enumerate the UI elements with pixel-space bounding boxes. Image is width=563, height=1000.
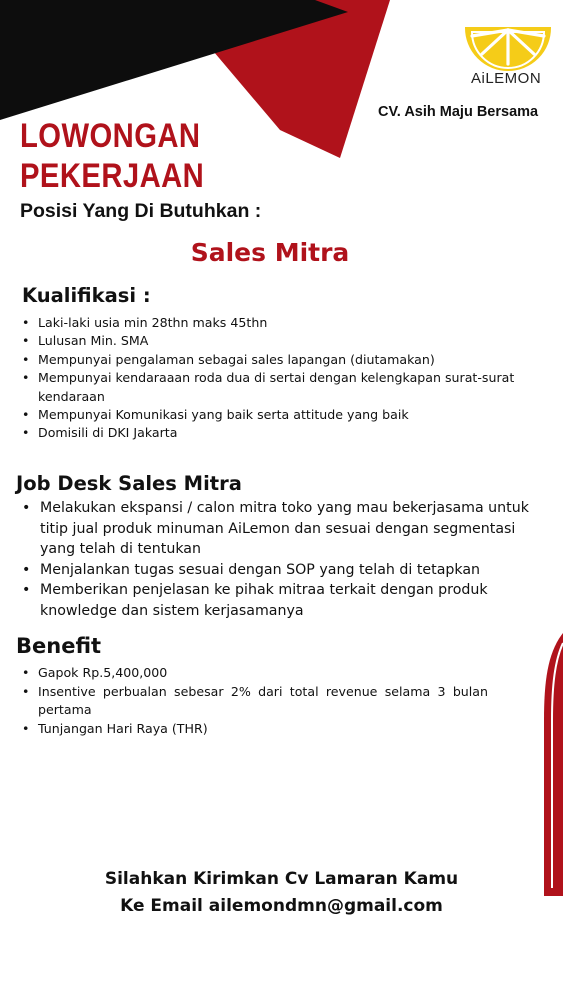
bullet-icon: • <box>22 561 31 578</box>
bullet-icon: • <box>22 370 30 386</box>
list-item: • Melakukan ekspansi / calon mitra toko yang mau bekerjasama untuk titip jual produk minuman AiLemon dan sesuai dengan segmentasi yang telah di tentukan <box>22 500 529 557</box>
bullet-icon: • <box>22 407 30 423</box>
list-item: • Menjalankan tugas sesuai dengan SOP yang telah di tetapkan <box>40 560 530 581</box>
cta-email-line: Ke Email ailemondmn@gmail.com <box>120 896 443 916</box>
list-item: • Tunjangan Hari Raya (THR) <box>38 720 488 739</box>
red-arch-shape <box>544 633 563 896</box>
list-item: • Mempunyai Komunikasi yang baik serta attitude yang baik <box>38 406 528 424</box>
call-to-action <box>0 866 563 920</box>
list-item: • Mempunyai pengalaman sebagai sales lapangan (diutamakan) <box>38 351 528 369</box>
bullet-icon: • <box>22 425 30 441</box>
cta-line-1: Silahkan Kirimkan Cv Lamaran Kamu <box>104 869 459 889</box>
job-desk-list <box>22 498 530 621</box>
company-name: CV. Asih Maju Bersama <box>378 104 539 120</box>
job-desk-heading: Job Desk Sales Mitra <box>16 472 242 495</box>
title-line-2: PEKERJAAN <box>20 157 205 195</box>
list-item: • Gapok Rp.5,400,000 <box>38 664 488 683</box>
bullet-icon: • <box>22 665 30 680</box>
list-item: • Lulusan Min. SMA <box>38 332 528 350</box>
bullet-icon: • <box>22 333 30 349</box>
title-line-1: LOWONGAN <box>20 117 201 155</box>
logo-text: AiLEMON <box>471 70 542 87</box>
bullet-icon: • <box>22 315 30 330</box>
list-item: • Insentive perbualan sebesar 2% dari total revenue selama 3 bulan pertama <box>22 683 488 717</box>
bullet-icon: • <box>22 351 30 367</box>
position-name: Sales Mitra <box>190 238 350 267</box>
bullet-icon: • <box>22 720 30 736</box>
subtitle: Posisi Yang Di Butuhkan : <box>20 200 262 222</box>
lemon-slice-icon <box>462 24 554 72</box>
benefit-heading: Benefit <box>16 634 102 658</box>
list-item: • Mempunyai kendaraaan roda dua di sertai dengan kelengkapan surat-surat kendaraan <box>22 370 515 404</box>
bullet-icon: • <box>22 500 31 516</box>
list-item: • Memberikan penjelasan ke pihak mitraa terkait dengan produk knowledge dan sistem kerjasamanya <box>22 582 488 619</box>
list-item: • Domisili di DKI Jakarta <box>38 424 528 442</box>
bullet-icon: • <box>22 683 30 699</box>
qualifications-list <box>22 314 528 443</box>
benefit-list <box>22 664 488 738</box>
page-title <box>20 116 204 196</box>
qualifications-heading: Kualifikasi : <box>22 284 151 307</box>
list-item: • Laki-laki usia min 28thn maks 45thn <box>38 314 528 332</box>
bullet-icon: • <box>22 582 31 598</box>
